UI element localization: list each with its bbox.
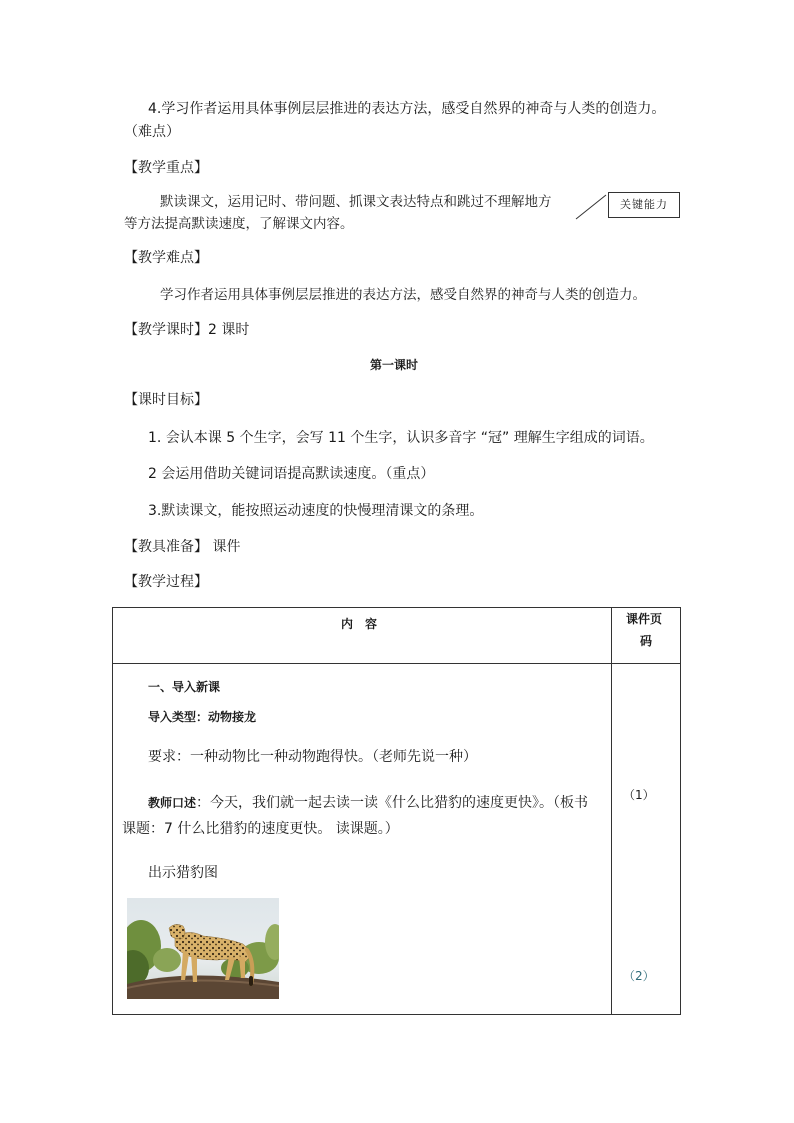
- show-image-label: 出示猎豹图: [148, 865, 218, 881]
- lesson-goals-heading: 【课时目标】: [124, 392, 208, 408]
- intro-type: 导入类型：动物接龙: [148, 710, 257, 724]
- lesson-goal-2: 2 会运用借助关键词语提高默读速度。（重点）: [148, 466, 435, 482]
- section-title: 一、导入新课: [148, 680, 221, 694]
- key-ability-annotation: 关键能力: [608, 192, 680, 218]
- table-column-divider: [611, 608, 612, 1014]
- page-ref-1: （1）: [623, 788, 655, 802]
- difficulties-heading: 【教学难点】: [124, 250, 208, 266]
- cheetah-photo: [127, 898, 279, 999]
- key-points-heading: 【教学重点】: [124, 160, 208, 176]
- table-header-page-line2: 码: [640, 634, 653, 648]
- class-hours: 【教学课时】2 课时: [124, 322, 250, 338]
- lesson-title: 第一课时: [370, 358, 419, 372]
- teacher-narration-line2: 课题：7 什么比猎豹的速度更快。 读课题。）: [122, 821, 399, 837]
- cheetah-illustration: [127, 898, 279, 999]
- materials: 【教具准备】 课件: [124, 539, 241, 555]
- teacher-text: ：今天，我们就一起去读一读《什么比猎豹的速度更快》。（板书: [196, 795, 589, 811]
- requirement: 要求：一种动物比一种动物跑得快。（老师先说一种）: [148, 749, 477, 765]
- key-points-line2: 等方法提高默读速度，了解课文内容。: [124, 216, 354, 232]
- lesson-goal-3: 3.默读课文，能按照运动速度的快慢理清课文的条理。: [148, 503, 484, 519]
- key-points-line1: 默读课文，运用记时、带问题、抓课文表达特点和跳过不理解地方: [160, 194, 552, 210]
- page-ref-2: （2）: [623, 969, 655, 983]
- difficulties-text: 学习作者运用具体事例层层推进的表达方法，感受自然界的神奇与人类的创造力。: [160, 287, 646, 303]
- table-header-divider: [113, 663, 680, 664]
- objective-4-line1: 4.学习作者运用具体事例层层推进的表达方法，感受自然界的神奇与人类的创造力。: [148, 101, 666, 117]
- table-header-page-line1: 课件页: [626, 612, 663, 626]
- annotation-connector: [574, 193, 608, 221]
- teacher-label: 教师口述: [148, 796, 197, 810]
- process-heading: 【教学过程】: [124, 574, 208, 590]
- table-header-content: 内 容: [341, 617, 378, 631]
- lesson-goal-1: 1. 会认本课 5 个生字，会写 11 个生字，认识多音字 “冠” 理解生字组成的词语。: [148, 430, 654, 446]
- teacher-narration-line1: [148, 793, 588, 813]
- objective-4-line2: （难点）: [124, 124, 180, 140]
